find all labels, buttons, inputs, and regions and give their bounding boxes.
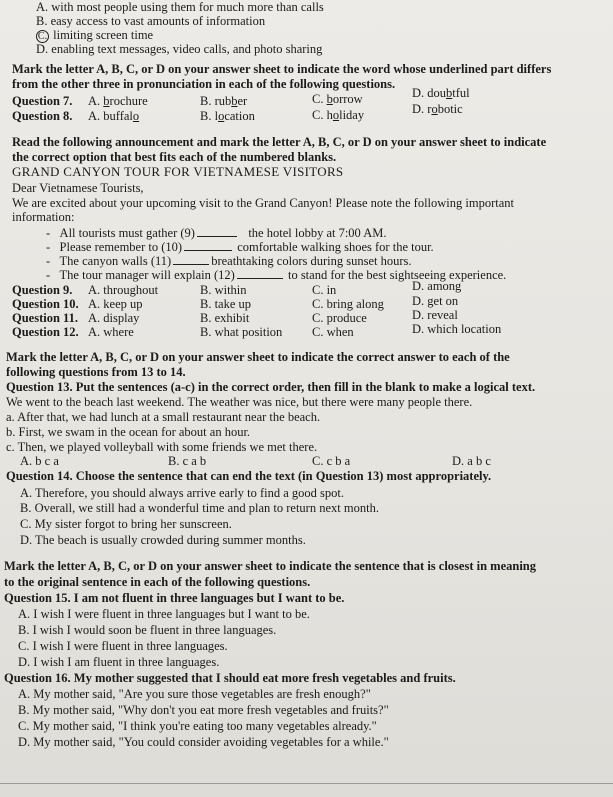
announcement-intro-2: information:: [12, 210, 75, 224]
question-11-option-c: C. produce: [312, 311, 367, 325]
question-16-option-d: D. My mother said, "You could consider avoiding vegetables for a while.": [18, 735, 389, 749]
arrangement-instruction-1: Mark the letter A, B, C, or D on your answer sheet to indicate the correct answer to each of the: [6, 350, 510, 364]
closest-instruction-1: Mark the letter A, B, C, or D on your answer sheet to indicate the sentence that is closest in meaning: [4, 559, 537, 573]
question-13-option-d: D. a b c: [452, 454, 491, 468]
announcement-bullet-10: - Please remember to (10) comfortable walking shoes for the tour.: [46, 240, 434, 254]
question-8-option-a: A. buffalo: [88, 109, 140, 123]
sentence-a: a. After that, we had lunch at a small restaurant near the beach.: [6, 410, 321, 424]
question-9-option-a: A. throughout: [88, 283, 159, 297]
question-14-option-a: A. Therefore, you should always arrive early to find a good spot.: [20, 486, 344, 500]
question-14-option-d: D. The beach is usually crowded during summer months.: [20, 533, 306, 547]
question-16-title: Question 16. My mother suggested that I should eat more fresh vegetables and fruits.: [4, 671, 456, 685]
question-7-option-c: C. borrow: [312, 92, 363, 106]
question-13-title: Question 13. Put the sentences (a-c) in the correct order, then fill in the blank to make a logical text.: [6, 380, 536, 394]
question-13-option-a: A. b c a: [20, 454, 59, 468]
question-9-label: Question 9.: [12, 283, 73, 297]
pronunciation-instruction-2: from the other three in pronunciation in each of the following questions.: [12, 77, 396, 91]
blank-12[interactable]: [237, 268, 283, 279]
question-13-intro: We went to the beach last weekend. The weather was nice, but there were many people there.: [6, 395, 473, 409]
question-11-option-a: A. display: [88, 311, 140, 325]
question-10-option-d: D. get on: [412, 294, 459, 308]
question-9-option-b: B. within: [200, 283, 247, 297]
question-8-option-c: C. holiday: [312, 108, 365, 122]
question-10-option-a: A. keep up: [88, 297, 143, 311]
sentence-b: b. First, we swam in the ocean for about an hour.: [6, 425, 251, 439]
question-11-option-b: B. exhibit: [200, 311, 250, 325]
arrangement-instruction-2: following questions from 13 to 14.: [6, 365, 186, 379]
question-10-option-b: B. take up: [200, 297, 252, 311]
question-14-title: Question 14. Choose the sentence that can end the text (in Question 13) most appropriately.: [6, 469, 492, 483]
question-15-title: Question 15. I am not fluent in three languages but I want to be.: [4, 591, 345, 605]
circled-letter-c: C.: [37, 31, 48, 42]
blank-10[interactable]: [184, 240, 232, 251]
announcement-instruction-2: the correct option that best fits each of the numbered blanks.: [12, 150, 337, 164]
question-14-option-c: C. My sister forgot to bring her sunscreen.: [20, 517, 232, 531]
question-16-option-b: B. My mother said, "Why don't you eat more fresh vegetables and fruits?": [18, 703, 389, 717]
announcement-bullet-12: - The tour manager will explain (12) to stand for the best sightseeing experience.: [46, 268, 507, 282]
question-13-option-c: C. c b a: [312, 454, 351, 468]
question-15-option-b: B. I wish I would soon be fluent in three languages.: [18, 623, 277, 637]
question-12-label: Question 12.: [12, 325, 79, 339]
question-12-option-c: C. when: [312, 325, 354, 339]
announcement-instruction-1: Read the following announcement and mark the letter A, B, C, or D on your answer sheet to indicate: [12, 135, 547, 149]
announcement-greeting: Dear Vietnamese Tourists,: [12, 181, 144, 195]
question-12-option-d: D. which location: [412, 322, 502, 336]
question-12-option-b: B. what position: [200, 325, 283, 339]
question-15-option-a: A. I wish I were fluent in three languages but I want to be.: [18, 607, 310, 621]
question-11-label: Question 11.: [12, 311, 78, 325]
question-12-option-a: A. where: [88, 325, 134, 339]
blank-11[interactable]: [173, 254, 209, 265]
blank-9[interactable]: [197, 226, 237, 237]
announcement-bullet-9: - All tourists must gather (9) the hotel lobby at 7:00 AM.: [46, 226, 387, 240]
question-10-label: Question 10.: [12, 297, 79, 311]
question-16-option-a: A. My mother said, "Are you sure those vegetables are fresh enough?": [18, 687, 371, 701]
announcement-bullet-11: - The canyon walls (11) breathtaking colors during sunset hours.: [46, 254, 412, 268]
closest-instruction-2: to the original sentence in each of the following questions.: [4, 575, 311, 589]
question-9-option-d: D. among: [412, 279, 462, 293]
question-7-label: Question 7.: [12, 94, 73, 108]
question-7-option-a: A. brochure: [88, 94, 148, 108]
question-7-option-d: D. doubtful: [412, 86, 470, 100]
option-b: B. easy access to vast amounts of information: [36, 14, 266, 28]
option-d: D. enabling text messages, video calls, and photo sharing: [36, 42, 323, 56]
question-10-option-c: C. bring along: [312, 297, 384, 311]
question-8-option-b: B. location: [200, 109, 255, 123]
question-15-option-d: D. I wish I am fluent in three languages.: [18, 655, 220, 669]
option-a: A. with most people using them for much more than calls: [36, 0, 324, 14]
question-15-option-c: C. I wish I were fluent in three languages.: [18, 639, 228, 653]
question-11-option-d: D. reveal: [412, 308, 458, 322]
footer-divider: [0, 783, 613, 784]
question-8-label: Question 8.: [12, 109, 73, 123]
question-13-option-b: B. c a b: [168, 454, 207, 468]
sentence-c: c. Then, we played volleyball with some friends we met there.: [6, 440, 318, 454]
question-8-option-d: D. robotic: [412, 102, 463, 116]
announcement-title: GRAND CANYON TOUR FOR VIETNAMESE VISITORS: [12, 164, 344, 179]
option-c-text: limiting screen time: [53, 28, 154, 42]
question-16-option-c: C. My mother said, "I think you're eating too many vegetables already.": [18, 719, 377, 733]
question-14-option-b: B. Overall, we still had a wonderful time and plan to return next month.: [20, 501, 379, 515]
option-c: [36, 28, 153, 43]
question-7-option-b: B. rubber: [200, 94, 248, 108]
question-9-option-c: C. in: [312, 283, 337, 297]
pronunciation-instruction-1: Mark the letter A, B, C, or D on your answer sheet to indicate the word whose underlined part differs: [12, 62, 552, 76]
announcement-intro-1: We are excited about your upcoming visit to the Grand Canyon! Please note the following important: [12, 196, 514, 210]
